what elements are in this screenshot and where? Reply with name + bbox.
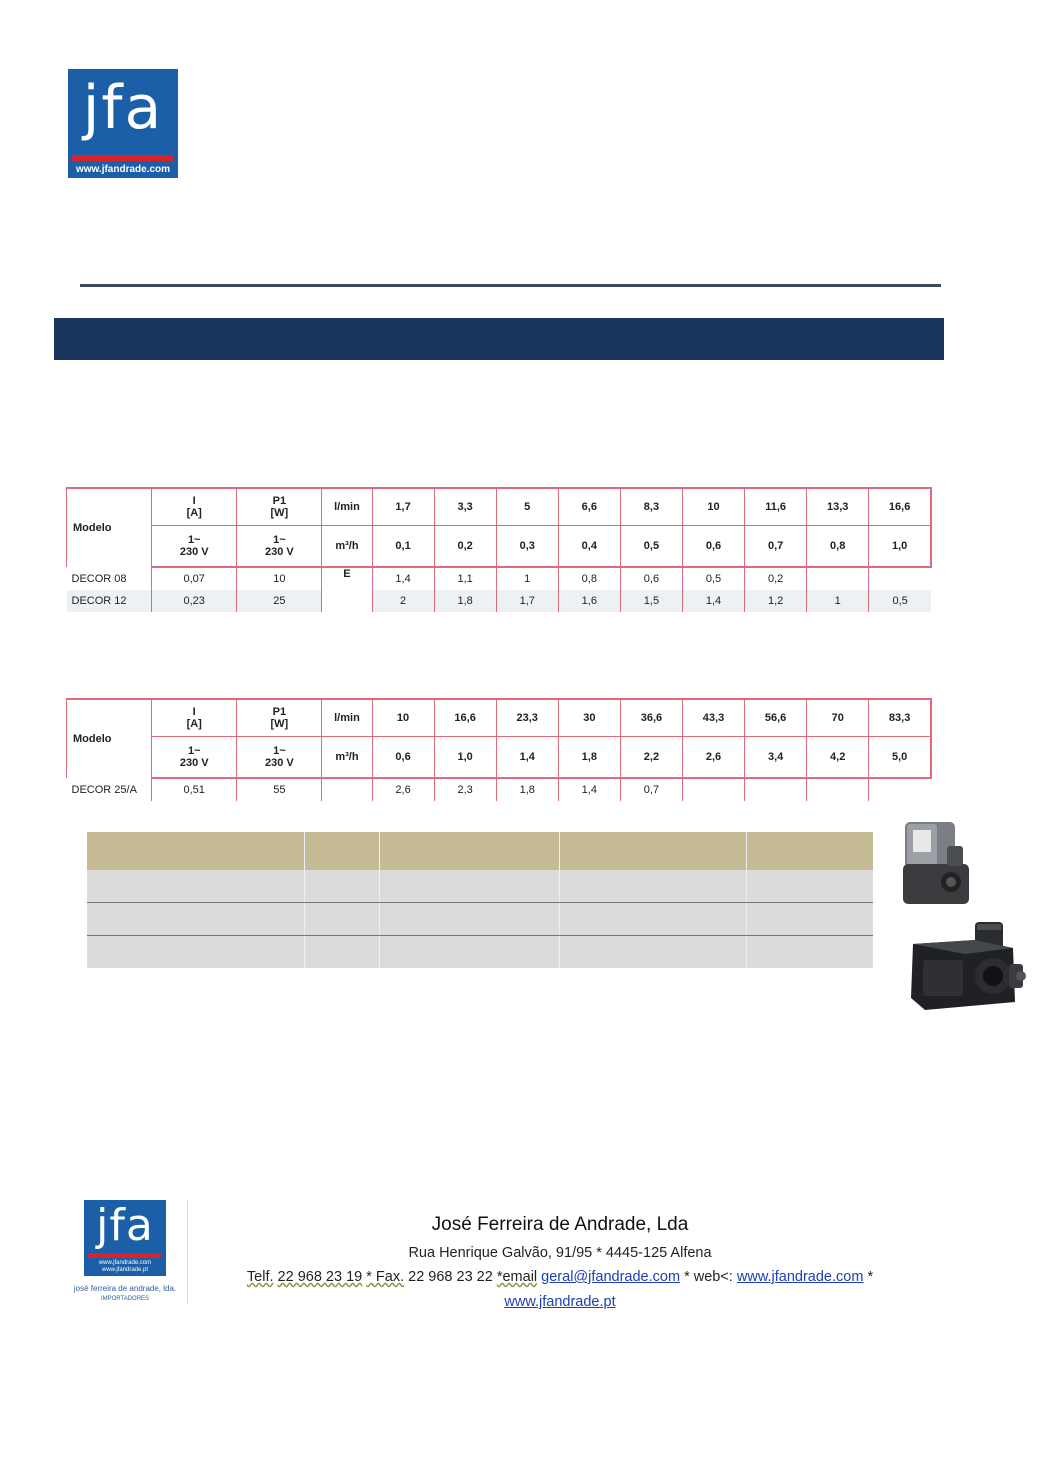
cell (747, 870, 873, 902)
lmin-value: 23,3 (496, 699, 558, 737)
spec-table-decor-08-12 (66, 487, 932, 612)
m3h-value: 1,0 (869, 526, 931, 568)
cell (305, 870, 380, 902)
lmin-value: 30 (558, 699, 620, 737)
head-value: 0,6 (620, 567, 682, 590)
header-rule (80, 284, 941, 287)
web-label: * web<: (684, 1269, 733, 1285)
cell (305, 903, 380, 935)
head-value: 0,8 (558, 567, 620, 590)
email-label: *email (496, 1269, 538, 1285)
footer-company-name: José Ferreira de Andrade, Lda (431, 1214, 689, 1235)
web-link-com[interactable]: www.jfandrade.com (736, 1269, 864, 1285)
lmin-value: 10 (682, 488, 744, 526)
m3h-value: 4,2 (807, 737, 869, 779)
logo-mark: jfa (82, 73, 164, 143)
lmin-value: 16,6 (869, 488, 931, 526)
current-header: I [A] (152, 488, 237, 526)
m3h-value: 5,0 (869, 737, 931, 779)
footer-logo-url: www.jfandrade.pt (101, 1267, 149, 1273)
logo-url: www.jfandrade.com (75, 164, 171, 175)
head-value (869, 567, 931, 590)
power-value: 10 (237, 567, 322, 590)
head-value: 0,5 (869, 590, 931, 612)
lmin-value: 16,6 (434, 699, 496, 737)
footer-address: Rua Henrique Galvão, 91/95 * 4445-125 Alfena (408, 1245, 712, 1261)
lmin-value: 8,3 (620, 488, 682, 526)
head-value (807, 778, 869, 801)
empty-cell (322, 778, 372, 801)
pump-image-large (905, 922, 1030, 1014)
lmin-value: 11,6 (745, 488, 807, 526)
cell (380, 870, 560, 902)
head-value: 1,2 (745, 590, 807, 612)
m3h-value: 2,6 (682, 737, 744, 779)
current-value: 0,23 (152, 590, 237, 612)
head-value: 1 (496, 567, 558, 590)
model-name: DECOR 08 (71, 572, 127, 585)
model-name: DECOR 12 (67, 590, 152, 612)
footer-logo-red-bar (88, 1253, 162, 1258)
lmin-value: 5 (496, 488, 558, 526)
m3h-value: 1,0 (434, 737, 496, 779)
current-header: I [A] (152, 699, 237, 737)
current-voltage: 1~ 230 V (152, 737, 237, 779)
power-voltage: 1~ 230 V (237, 526, 322, 568)
unit-mark: E (322, 567, 372, 612)
lmin-value: 83,3 (869, 699, 931, 737)
cell (560, 936, 747, 968)
head-value: 2 (372, 590, 434, 612)
model-name: DECOR 25/A (71, 783, 137, 796)
telf-label: Telf. (246, 1269, 274, 1285)
head-value: 1,6 (558, 590, 620, 612)
lmin-value: 13,3 (807, 488, 869, 526)
table-row (87, 936, 873, 968)
m3h-value: 1,8 (558, 737, 620, 779)
m3h-value: 0,6 (682, 526, 744, 568)
m3h-value: 2,2 (620, 737, 682, 779)
lmin-value: 3,3 (434, 488, 496, 526)
current-value: 0,07 (152, 567, 237, 590)
head-value (745, 778, 807, 801)
head-value: 1,7 (496, 590, 558, 612)
current-value: 0,51 (152, 778, 237, 801)
footer-logo (84, 1200, 166, 1276)
head-value: 1,4 (558, 778, 620, 801)
cell (305, 936, 380, 968)
current-voltage: 1~ 230 V (152, 526, 237, 568)
lmin-value: 43,3 (682, 699, 744, 737)
table-row (87, 870, 873, 903)
m3h-value: 0,4 (558, 526, 620, 568)
power-header: P1 [W] (237, 699, 322, 737)
m3h-value: 0,7 (745, 526, 807, 568)
footer-logo-mark: jfa (96, 1200, 154, 1251)
summary-table-header (87, 832, 873, 870)
head-value: 2,3 (434, 778, 496, 801)
lmin-header: l/min (322, 488, 372, 526)
m3h-value: 1,4 (496, 737, 558, 779)
cell (380, 903, 560, 935)
footer-logo-url: www.jfandrade.com (98, 1260, 152, 1266)
cell (560, 870, 747, 902)
header-cell (560, 832, 747, 870)
cell (87, 903, 305, 935)
web-link-pt[interactable]: www.jfandrade.pt (504, 1294, 616, 1310)
header-cell (747, 832, 873, 870)
m3h-value: 0,6 (372, 737, 434, 779)
footer-importadores: IMPORTADORES (100, 1296, 150, 1302)
head-value (869, 778, 931, 801)
fax-label: * Fax. (366, 1269, 405, 1285)
cell (87, 870, 305, 902)
head-value: 1,8 (496, 778, 558, 801)
summary-table (87, 832, 873, 968)
power-voltage: 1~ 230 V (237, 737, 322, 779)
footer-company-small: josé ferreira de andrade, lda. (73, 1284, 177, 1293)
head-value (807, 567, 869, 590)
head-value: 1,4 (682, 590, 744, 612)
head-value: 0,7 (620, 778, 682, 801)
m3h-value: 0,5 (620, 526, 682, 568)
m3h-value: 0,8 (807, 526, 869, 568)
footer-web-line (190, 1294, 930, 1310)
modelo-header: Modelo (67, 699, 152, 778)
head-value (682, 778, 744, 801)
m3h-value: 0,3 (496, 526, 558, 568)
head-value: 1,4 (372, 567, 434, 590)
pump-image-small (897, 816, 971, 906)
cell (560, 903, 747, 935)
header-cell (87, 832, 305, 870)
head-value: 2,6 (372, 778, 434, 801)
table-row (67, 567, 932, 590)
m3h-value: 0,2 (434, 526, 496, 568)
company-logo (68, 69, 178, 178)
head-value: 1,1 (434, 567, 496, 590)
power-value: 25 (237, 590, 322, 612)
fax-number: 22 968 23 22 (408, 1269, 493, 1285)
power-value: 55 (237, 778, 322, 801)
head-value: 0,2 (745, 567, 807, 590)
logo-red-bar (72, 155, 174, 161)
m3h-value: 3,4 (745, 737, 807, 779)
lmin-value: 6,6 (558, 488, 620, 526)
header-cell (380, 832, 560, 870)
power-header: P1 [W] (237, 488, 322, 526)
head-value: 1 (807, 590, 869, 612)
table-row (87, 903, 873, 936)
lmin-header: l/min (322, 699, 372, 737)
spec-table-decor-25a (66, 698, 932, 801)
lmin-value: 10 (372, 699, 434, 737)
lmin-value: 70 (807, 699, 869, 737)
footer-divider (187, 1200, 188, 1304)
header-cell (305, 832, 380, 870)
m3h-header: m³/h (322, 737, 372, 779)
table-row (67, 778, 932, 801)
lmin-value: 1,7 (372, 488, 434, 526)
head-value: 1,5 (620, 590, 682, 612)
m3h-header: m³/h (322, 526, 372, 568)
lmin-value: 56,6 (745, 699, 807, 737)
modelo-header: Modelo (67, 488, 152, 567)
head-value: 0,5 (682, 567, 744, 590)
footer-contact-line (190, 1269, 930, 1285)
cell (747, 936, 873, 968)
cell (747, 903, 873, 935)
star-separator: * (867, 1269, 874, 1285)
table-row (67, 590, 932, 612)
telf-number: 22 968 23 19 (277, 1269, 363, 1285)
email-link[interactable]: geral@jfandrade.com (541, 1269, 681, 1285)
m3h-value: 0,1 (372, 526, 434, 568)
cell (380, 936, 560, 968)
head-value: 1,8 (434, 590, 496, 612)
lmin-value: 36,6 (620, 699, 682, 737)
cell (87, 936, 305, 968)
section-title-bar (54, 318, 944, 360)
